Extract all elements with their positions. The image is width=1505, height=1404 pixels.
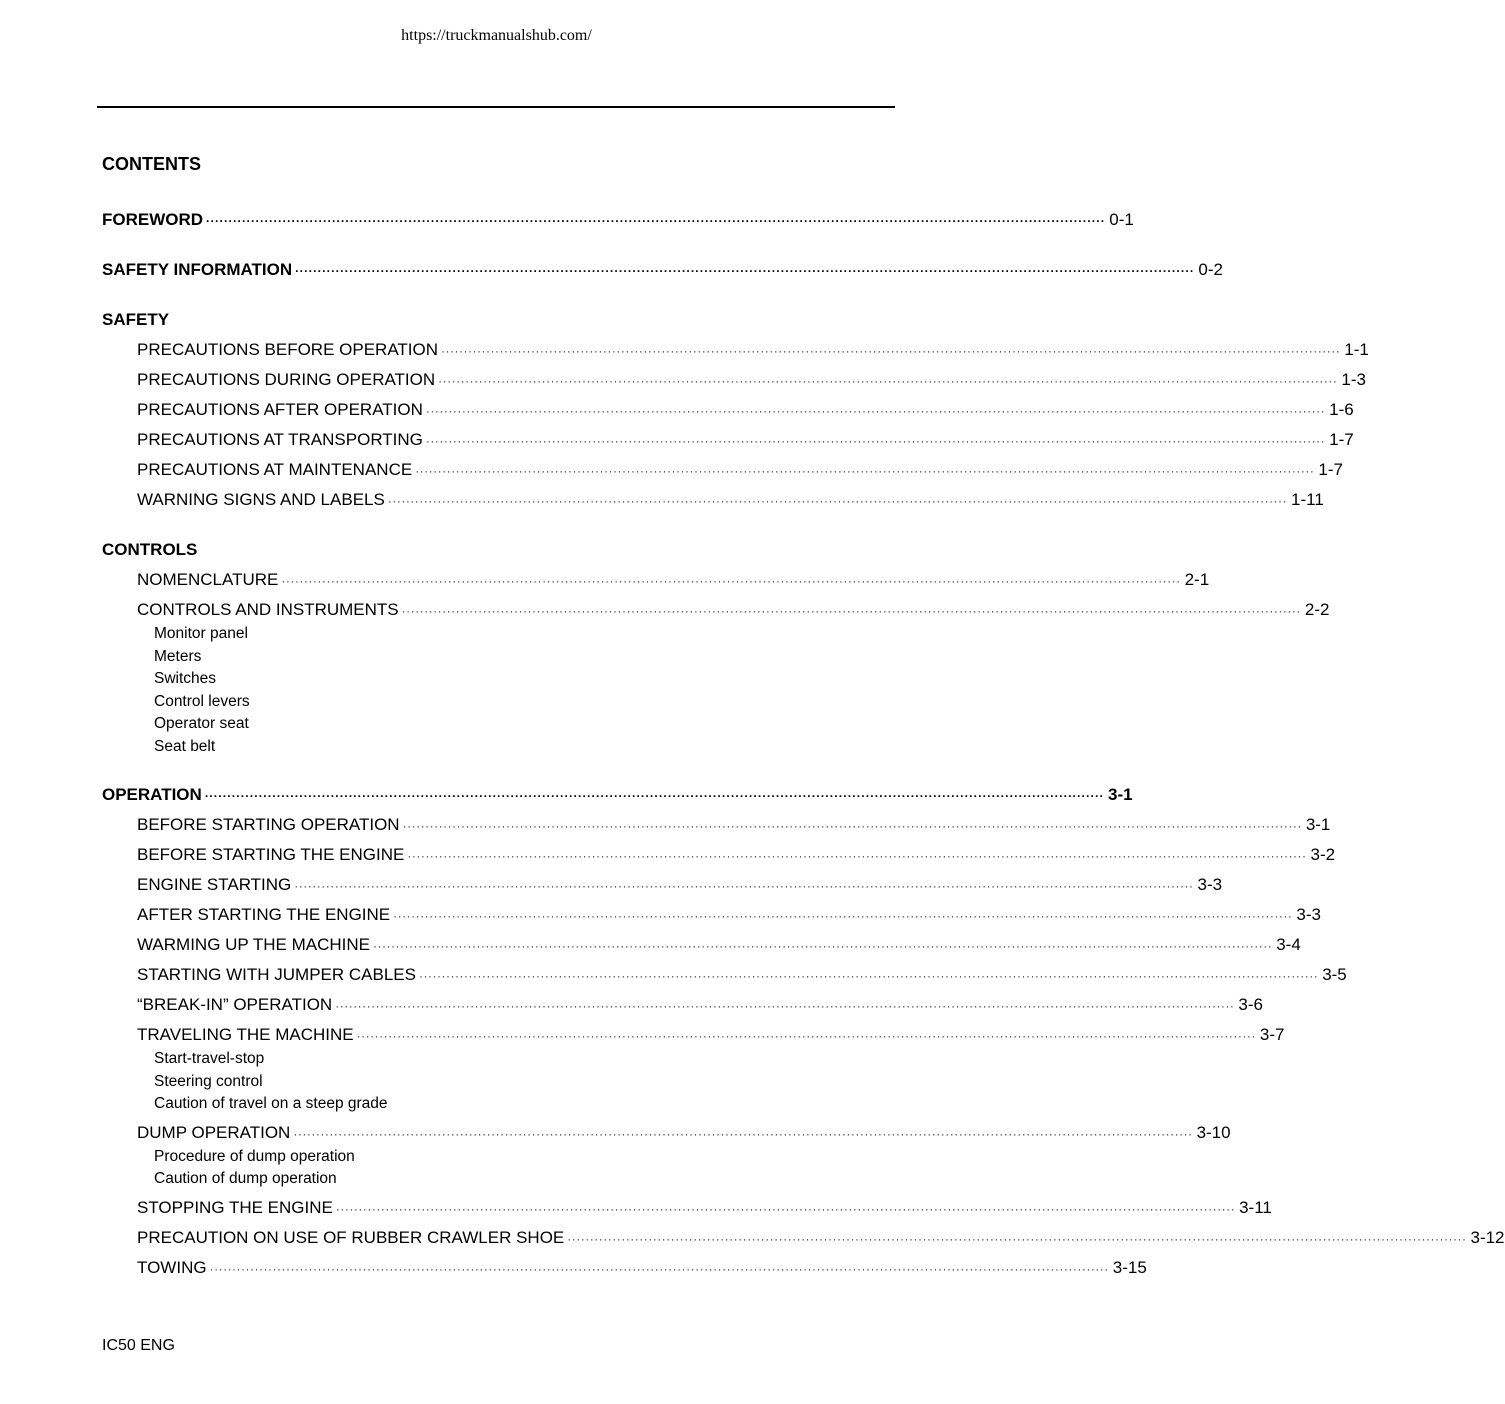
toc-entry-page: 1-3	[1341, 370, 1366, 389]
toc-entry-page: 2-1	[1184, 570, 1210, 589]
toc-entry-page: 1-7	[1329, 430, 1354, 449]
dot-leader: ········································································································································································································	[415, 464, 1315, 478]
toc-subitem[interactable]: Caution of dump operation	[154, 1170, 337, 1187]
toc-entry-label: PRECAUTIONS BEFORE OPERATION	[137, 340, 439, 359]
toc-entry-page: 3-1	[1305, 815, 1331, 834]
dot-leader: ········································································································································································································	[418, 969, 1319, 983]
toc-entry[interactable]	[137, 340, 1369, 361]
toc-entry-label: PRECAUTIONS AFTER OPERATION	[137, 400, 423, 419]
toc-entry-page: 3-7	[1259, 1025, 1285, 1044]
dot-leader: ········································································································································································································	[407, 849, 1307, 863]
footer-code: IC50 ENG	[102, 1337, 175, 1354]
toc-entry[interactable]	[137, 490, 1324, 511]
toc-entry-page: 3-15	[1112, 1258, 1147, 1277]
dot-leader: ········································································································································································································	[335, 1202, 1236, 1216]
toc-entry[interactable]	[137, 430, 1354, 451]
toc-entry-label: AFTER STARTING THE ENGINE	[137, 905, 391, 924]
toc-entry-page: 3-3	[1197, 875, 1223, 894]
toc-entry-label: BEFORE STARTING THE ENGINE	[137, 845, 405, 864]
toc-entry-label: OPERATION	[102, 785, 202, 804]
toc-subitem[interactable]: Operator seat	[154, 715, 249, 732]
toc-entry-page: 1-6	[1329, 400, 1354, 419]
toc-subitem[interactable]: Monitor panel	[154, 625, 248, 642]
toc-entry-page: 0-2	[1198, 260, 1223, 279]
section-heading-controls: CONTROLS	[102, 540, 198, 559]
toc-subitem[interactable]: Meters	[154, 648, 202, 665]
toc-subitem[interactable]: Procedure of dump operation	[154, 1148, 355, 1165]
dot-leader: ········································································································································································································	[387, 494, 1288, 508]
toc-entry-label: PRECAUTION ON USE OF RUBBER CRAWLER SHOE	[137, 1228, 565, 1247]
toc-entry-label: WARMING UP THE MACHINE	[137, 935, 370, 954]
toc-subitem[interactable]: Control levers	[154, 693, 250, 710]
dot-leader: ········································································································································································································	[206, 214, 1106, 228]
toc-entry-foreword[interactable]	[102, 210, 1134, 231]
toc-entry-label: FOREWORD	[102, 210, 204, 229]
dot-leader: ········································································································································································································	[438, 374, 1338, 388]
toc-entry[interactable]	[137, 370, 1366, 391]
toc-entry-page: 3-2	[1310, 845, 1336, 864]
toc-entry-label: “BREAK-IN” OPERATION	[137, 995, 333, 1014]
toc-entry[interactable]	[137, 600, 1330, 621]
toc-entry[interactable]	[137, 1198, 1272, 1219]
toc-entry-page: 3-11	[1239, 1198, 1272, 1217]
toc-entry-page: 3-3	[1296, 905, 1321, 924]
toc-entry-page: 1-11	[1291, 490, 1324, 509]
toc-entry[interactable]	[137, 460, 1343, 481]
toc-entry-page: 2-2	[1304, 600, 1330, 619]
toc-entry[interactable]	[137, 845, 1336, 866]
dot-leader: ········································································································································································································	[295, 264, 1195, 278]
dot-leader: ········································································································································································································	[293, 1127, 1193, 1141]
toc-entry-label: ENGINE STARTING	[137, 875, 292, 894]
toc-entry-label: STOPPING THE ENGINE	[137, 1198, 333, 1217]
toc-subitem[interactable]: Start-travel-stop	[154, 1050, 265, 1067]
header-rule	[97, 106, 895, 108]
toc-entry-page: 3-1	[1108, 785, 1133, 804]
toc-entry[interactable]	[137, 1228, 1505, 1249]
toc-entry-label: NOMENCLATURE	[137, 570, 279, 589]
dot-leader: ········································································································································································································	[204, 789, 1105, 803]
toc-entry-page: 3-4	[1276, 935, 1301, 954]
toc-entry-label: SAFETY INFORMATION	[102, 260, 293, 279]
dot-leader: ········································································································································································································	[425, 404, 1326, 418]
toc-entry-page: 3-10	[1196, 1123, 1231, 1142]
toc-entry[interactable]	[137, 905, 1321, 926]
toc-entry-label: DUMP OPERATION	[137, 1123, 291, 1142]
toc-entry-label: CONTROLS AND INSTRUMENTS	[137, 600, 399, 619]
dot-leader: ········································································································································································································	[356, 1029, 1256, 1043]
toc-entry[interactable]	[137, 965, 1347, 986]
toc-entry[interactable]	[137, 815, 1331, 836]
dot-leader: ········································································································································································································	[393, 909, 1293, 923]
section-heading-safety: SAFETY	[102, 310, 170, 329]
toc-subitem[interactable]: Switches	[154, 670, 217, 687]
dot-leader: ········································································································································································································	[372, 939, 1273, 953]
toc-entry-page: 3-6	[1238, 995, 1263, 1014]
dot-leader: ········································································································································································································	[401, 604, 1301, 618]
toc-subitem[interactable]: Caution of travel on a steep grade	[154, 1095, 388, 1112]
toc-entry[interactable]	[137, 935, 1301, 956]
toc-entry-label: PRECAUTIONS AT MAINTENANCE	[137, 460, 413, 479]
page-title: CONTENTS	[102, 154, 201, 174]
toc-entry-page: 3-5	[1322, 965, 1347, 984]
toc-entry-page: 1-1	[1344, 340, 1369, 359]
toc-entry-label: PRECAUTIONS AT TRANSPORTING	[137, 430, 423, 449]
toc-entry-page: 0-1	[1109, 210, 1134, 229]
toc-entry-label: TOWING	[137, 1258, 207, 1277]
toc-entry[interactable]	[137, 1258, 1147, 1279]
toc-entry[interactable]	[137, 400, 1354, 421]
toc-entry-label: STARTING WITH JUMPER CABLES	[137, 965, 416, 984]
dot-leader: ········································································································································································································	[402, 819, 1302, 833]
dot-leader: ········································································································································································································	[425, 434, 1326, 448]
dot-leader: ········································································································································································································	[335, 999, 1235, 1013]
toc-entry[interactable]	[137, 1123, 1231, 1144]
source-url[interactable]: https://truckmanualshub.com/	[401, 27, 592, 44]
toc-subitem[interactable]: Steering control	[154, 1073, 263, 1090]
dot-leader: ········································································································································································································	[281, 574, 1181, 588]
dot-leader: ········································································································································································································	[209, 1262, 1109, 1276]
toc-entry[interactable]	[137, 875, 1223, 896]
dot-leader: ········································································································································································································	[294, 879, 1194, 893]
toc-entry-page: 1-7	[1318, 460, 1343, 479]
toc-entry-label: BEFORE STARTING OPERATION	[137, 815, 400, 834]
toc-entry-page: 3-12	[1470, 1228, 1505, 1247]
dot-leader: ········································································································································································································	[441, 344, 1341, 358]
toc-entry[interactable]	[137, 995, 1263, 1016]
toc-entry-label: WARNING SIGNS AND LABELS	[137, 490, 385, 509]
toc-entry-label: TRAVELING THE MACHINE	[137, 1025, 354, 1044]
toc-subitem[interactable]: Seat belt	[154, 738, 216, 755]
toc-entry-label: PRECAUTIONS DURING OPERATION	[137, 370, 436, 389]
dot-leader: ········································································································································································································	[567, 1232, 1467, 1246]
toc-entry[interactable]	[137, 570, 1210, 591]
toc-entry-operation[interactable]	[102, 785, 1133, 806]
toc-entry[interactable]	[137, 1025, 1285, 1046]
toc-entry-safety-information[interactable]	[102, 260, 1223, 281]
